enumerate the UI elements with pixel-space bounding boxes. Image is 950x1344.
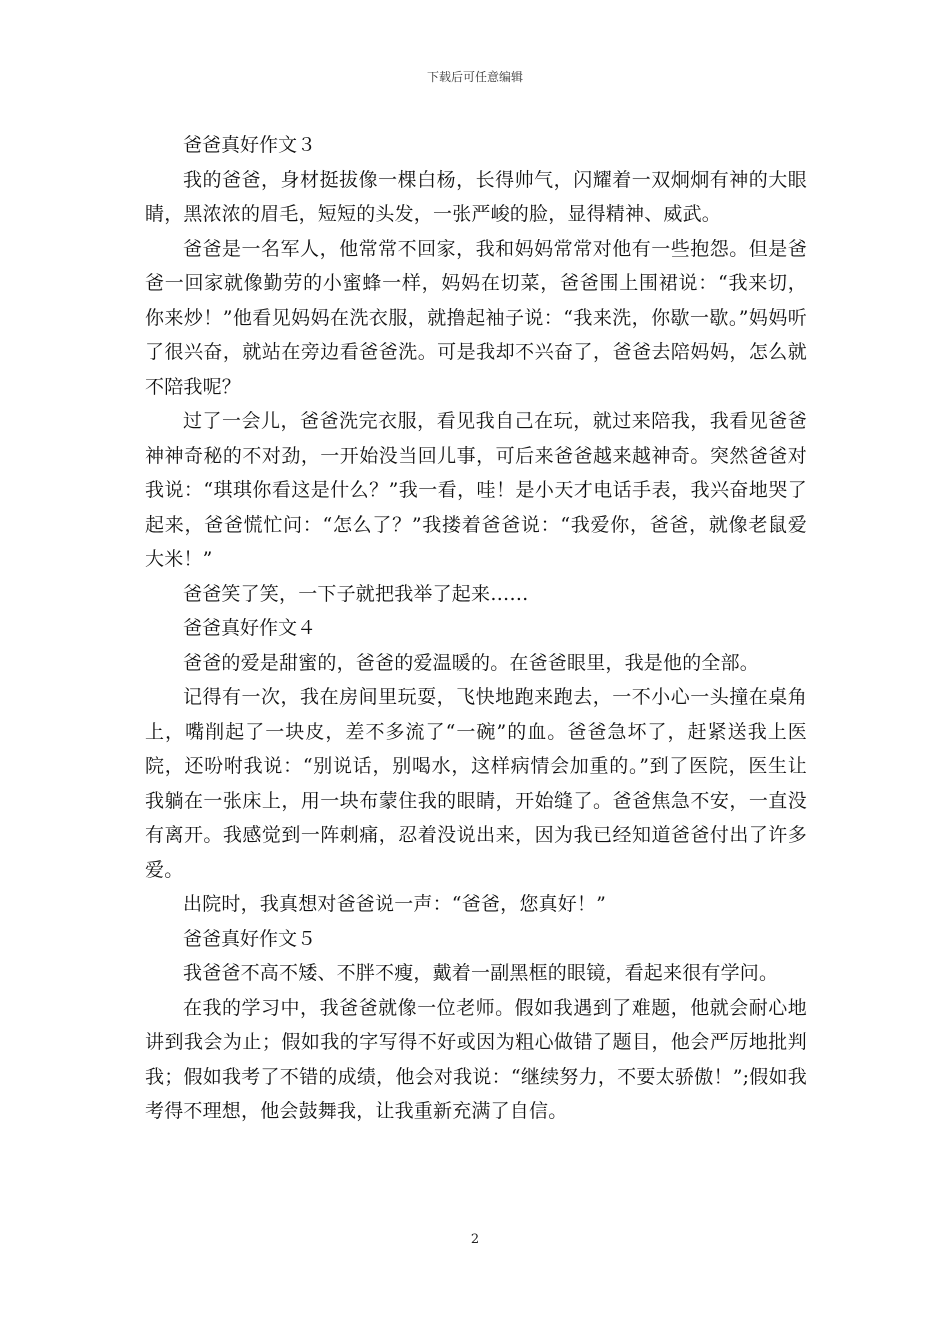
- paragraph: 我爸爸不高不矮、不胖不瘦，戴着一副黑框的眼镜，看起来很有学问。: [183, 962, 779, 984]
- paragraph: 记得有一次，我在房间里玩耍，飞快地跑来跑去，一不小心一头撞在桌角上，嘴削起了一块皮，差不多流了“一碗”的血。爸爸急坏了，赶紧送我上医院，还吩咐我说：“别说话，别喝水，这样病情会加重的。”到了医院，医生让我躺在一张床上，用一块布蒙住我的眼睛，开始缝了。爸爸焦急不安，一直没有离开。我感觉到一阵刺痛，忍着没说出来，因为我已经知道爸爸付出了许多爱。: [145, 686, 807, 881]
- paragraph: 在我的学习中，我爸爸就像一位老师。假如我遇到了难题，他就会耐心地讲到我会为止；假如我的字写得不好或因为粗心做错了题目，他会严厉地批判我；假如我考了不错的成绩，他会对我说：“继续努力，不要太骄傲！”;假如我考得不理想，他会鼓舞我，让我重新充满了自信。: [145, 996, 807, 1122]
- section-title: 爸爸真好作文４: [183, 617, 317, 639]
- paragraph: 出院时，我真想对爸爸说一声：“爸爸，您真好！”: [183, 893, 607, 915]
- section-title: 爸爸真好作文５: [183, 927, 317, 950]
- document-body: [145, 128, 807, 1129]
- paragraph: 过了一会儿，爸爸洗完衣服，看见我自己在玩，就过来陪我，我看见爸爸神神奇秘的不对劲，一开始没当回儿事，可后来爸爸越来越神奇。突然爸爸对我说：“琪琪你看这是什么？”我一看，哇！是小天才电话手表，我兴奋地哭了起来，爸爸慌忙问：“怎么了？”我搂着爸爸说：“我爱你，爸爸，就像老鼠爱大米！”: [145, 410, 807, 570]
- page-header: 下载后可任意编辑: [426, 70, 523, 84]
- section-title: 爸爸真好作文３: [183, 134, 317, 156]
- paragraph: 爸爸笑了笑，一下子就把我举了起来……: [183, 582, 529, 605]
- paragraph: 爸爸的爱是甜蜜的，爸爸的爱温暖的。在爸爸眼里，我是他的全部。: [183, 651, 760, 674]
- paragraph: 爸爸是一名军人，他常常不回家，我和妈妈常常对他有一些抱怨。但是爸爸一回家就像勤劳的小蜜蜂一样，妈妈在切菜，爸爸围上围裙说：“我来切，你来炒！”他看见妈妈在洗衣服，就撸起袖子说：“我来洗，你歇一歇。”妈妈听了很兴奋，就站在旁边看爸爸洗。可是我却不兴奋了，爸爸去陪妈妈，怎么就不陪我呢？: [145, 237, 807, 398]
- paragraph: 我的爸爸，身材挺拔像一棵白杨，长得帅气，闪耀着一双炯炯有神的大眼睛，黑浓浓的眉毛，短短的头发，一张严峻的脸，显得精神、威武。: [145, 168, 807, 225]
- page-number: 2: [470, 1232, 480, 1247]
